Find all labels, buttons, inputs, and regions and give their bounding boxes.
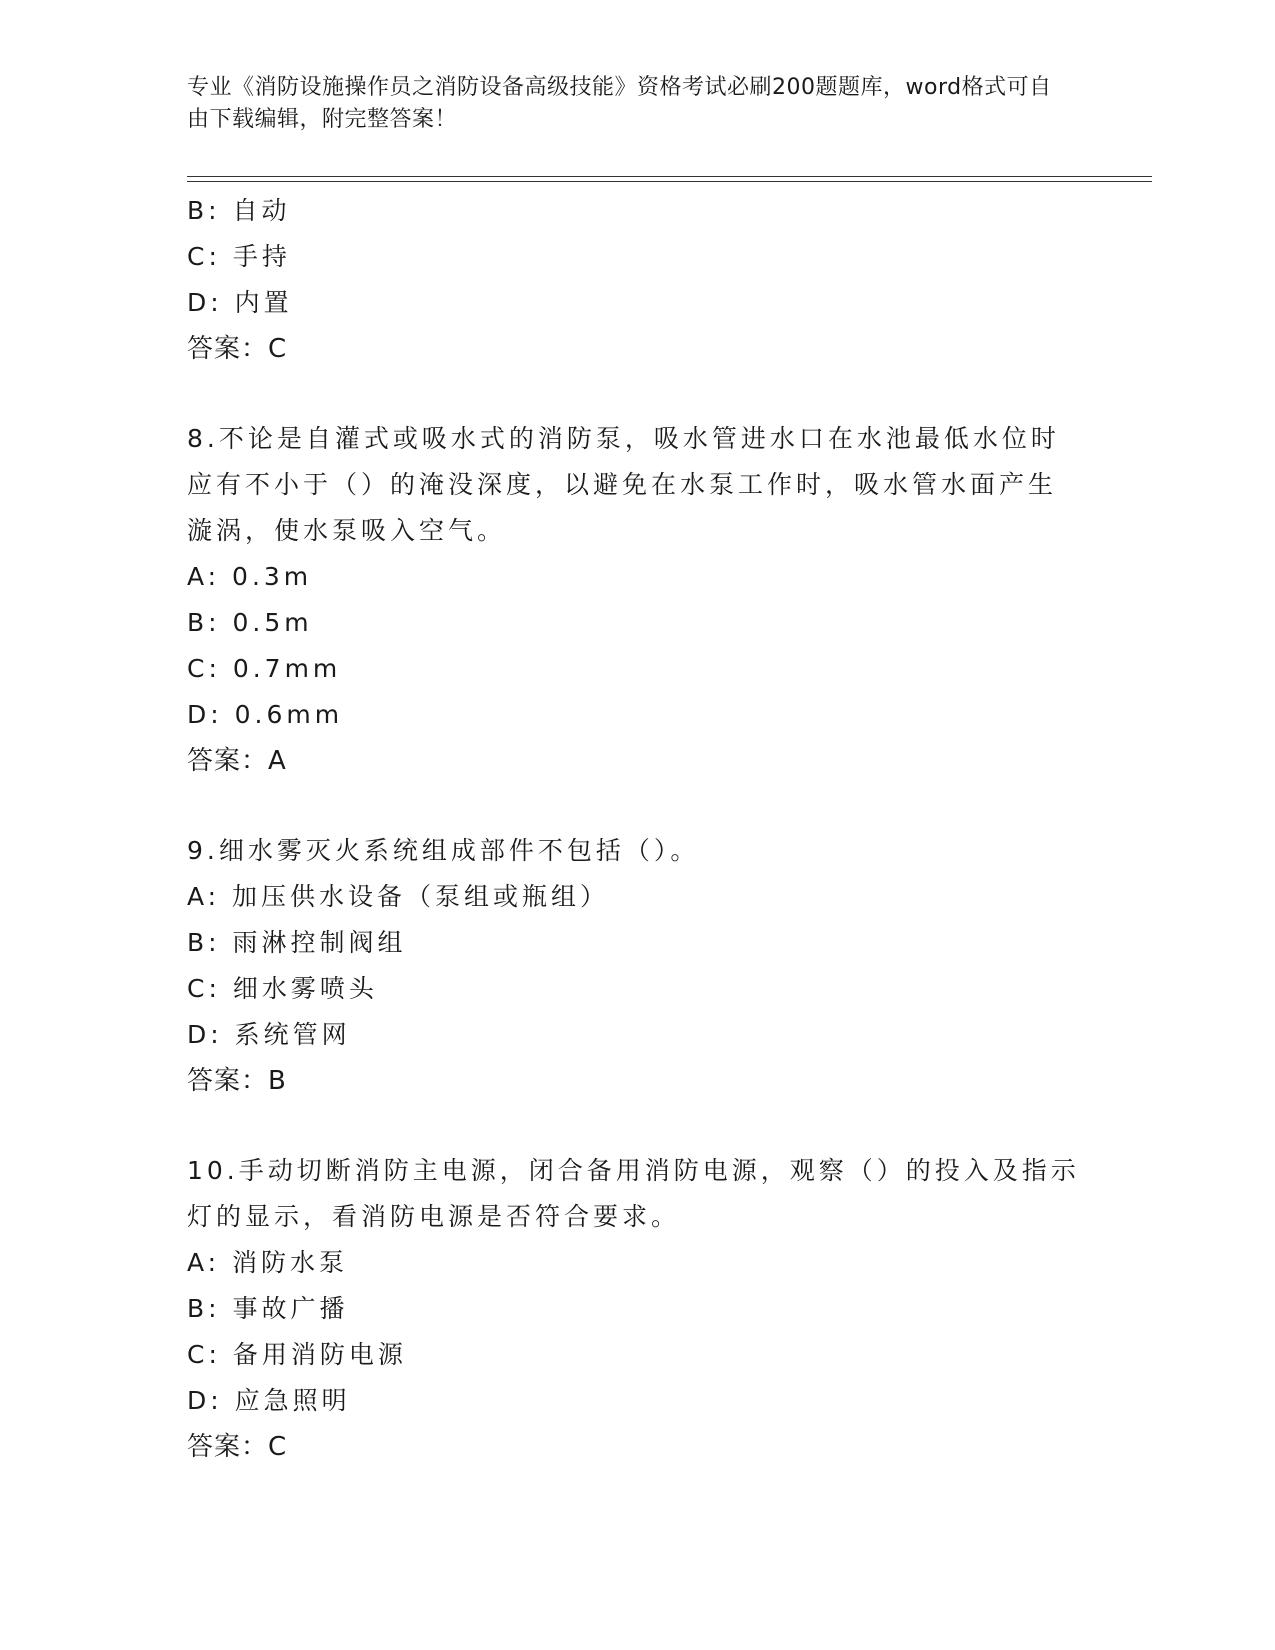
- question-text-line: 应有不小于（）的淹没深度，以避免在水泵工作时，吸水管水面产生: [187, 470, 1058, 499]
- header-divider-thin: [187, 181, 1152, 182]
- question-10: [187, 1148, 1087, 1470]
- page-header: 专业《消防设施操作员之消防设备高级技能》资格考试必刷200题题库，word格式可自由下载编辑，附完整答案！: [187, 75, 1052, 132]
- answer: 答案：C: [187, 334, 288, 364]
- answer: 答案：C: [187, 1432, 288, 1462]
- option-b: B: 雨淋控制阀组: [187, 928, 407, 957]
- option-d: D: 系统管网: [187, 1020, 351, 1049]
- option-c: C: 0.7mm: [187, 654, 342, 683]
- question-text-line: 10.手动切断消防主电源，闭合备用消防电源，观察（）的投入及指示: [187, 1156, 1080, 1185]
- question-text-line: 灯的显示，看消防电源是否符合要求。: [187, 1202, 681, 1231]
- option-b: B: 自动: [187, 196, 291, 225]
- option-c: C: 细水雾喷头: [187, 974, 378, 1003]
- option-a: A: 加压供水设备（泵组或瓶组）: [187, 882, 610, 911]
- option-d: D: 0.6mm: [187, 700, 344, 729]
- option-d: D: 应急照明: [187, 1386, 351, 1415]
- option-c: C: 手持: [187, 242, 291, 271]
- answer: 答案：B: [187, 1066, 287, 1096]
- option-b: B: 事故广播: [187, 1294, 349, 1323]
- header-divider: [187, 176, 1152, 177]
- option-a: A: 消防水泵: [187, 1248, 349, 1277]
- question-text-line: 漩涡，使水泵吸入空气。: [187, 516, 507, 545]
- option-c: C: 备用消防电源: [187, 1340, 407, 1369]
- option-d: D: 内置: [187, 288, 293, 317]
- option-a: A: 0.3m: [187, 562, 313, 591]
- question-text-line: 8.不论是自灌式或吸水式的消防泵，吸水管进水口在水池最低水位时: [187, 424, 1060, 453]
- question-9: [187, 828, 1087, 1104]
- document-body: [187, 188, 1087, 1470]
- question-text-line: 9.细水雾灭火系统组成部件不包括（）。: [187, 836, 700, 865]
- question-8: [187, 416, 1087, 784]
- option-b: B: 0.5m: [187, 608, 313, 637]
- question-7-continued: [187, 188, 1087, 372]
- answer: 答案：A: [187, 746, 287, 776]
